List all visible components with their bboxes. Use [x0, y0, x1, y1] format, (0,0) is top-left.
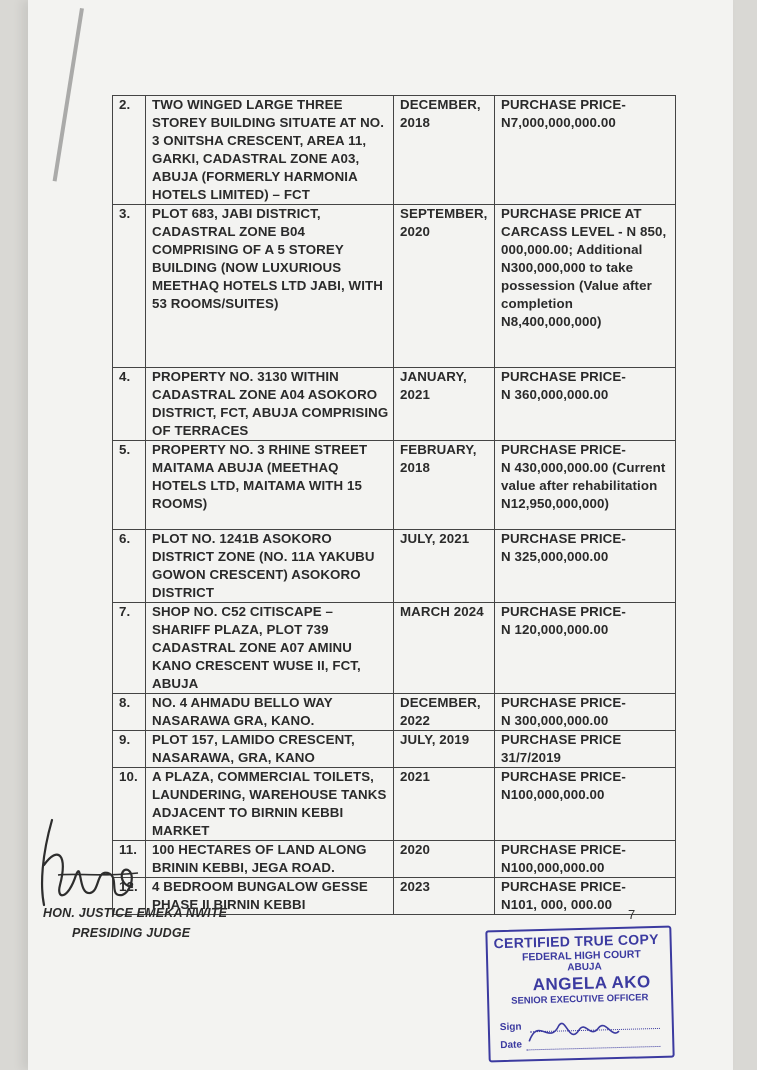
purchase-price: PURCHASE PRICE AT CARCASS LEVEL - N 850, 000,000.00; Additional N300,000,000 to take possession (Value after completion N8,400,000,000)	[495, 205, 676, 368]
stamp-sign-label: Sign	[499, 1021, 522, 1034]
table-row	[113, 96, 676, 205]
table-row	[113, 603, 676, 694]
property-description: PLOT 157, LAMIDO CRESCENT, NASARAWA, GRA, KANO	[146, 731, 394, 768]
table-row	[113, 731, 676, 768]
stamp-officer-title: SENIOR EXECUTIVE OFFICER	[511, 992, 649, 1007]
purchase-price: PURCHASE PRICE- N 430,000,000.00 (Current value after rehabilitation N12,950,000,000)	[495, 441, 676, 530]
judge-signature	[38, 815, 148, 910]
property-description: PROPERTY NO. 3 RHINE STREET MAITAMA ABUJA (MEETHAQ HOTELS LTD, MAITAMA WITH 15 ROOMS)	[146, 441, 394, 530]
property-description: NO. 4 AHMADU BELLO WAY NASARAWA GRA, KANO.	[146, 694, 394, 731]
table-row	[113, 205, 676, 368]
purchase-price: PURCHASE PRICE 31/7/2019	[495, 731, 676, 768]
row-number: 9.	[113, 731, 146, 768]
table-row	[113, 768, 676, 841]
stamp-officer-name: ANGELA AKO	[532, 972, 651, 995]
purchase-price: PURCHASE PRICE- N 360,000,000.00	[495, 368, 676, 441]
purchase-price: PURCHASE PRICE- N 120,000,000.00	[495, 603, 676, 694]
paper-edge-shadow	[53, 8, 84, 181]
property-description: PLOT NO. 1241B ASOKORO DISTRICT ZONE (NO. 11A YAKUBU GOWON CRESCENT) ASOKORO DISTRICT	[146, 530, 394, 603]
row-number: 2.	[113, 96, 146, 205]
acquisition-date: JULY, 2021	[394, 530, 495, 603]
purchase-price: PURCHASE PRICE- N100,000,000.00	[495, 841, 676, 878]
table-row	[113, 530, 676, 603]
row-number: 5.	[113, 441, 146, 530]
property-description: 4 BEDROOM BUNGALOW GESSE PHASE II BIRNIN KEBBI	[146, 878, 394, 915]
purchase-price: PURCHASE PRICE- N 300,000,000.00	[495, 694, 676, 731]
acquisition-date: DECEMBER, 2022	[394, 694, 495, 731]
row-number: 4.	[113, 368, 146, 441]
acquisition-date: JULY, 2019	[394, 731, 495, 768]
stamp-line-court: FEDERAL HIGH COURT	[521, 948, 641, 964]
stamp-line-certified: CERTIFIED TRUE COPY	[493, 930, 659, 952]
property-description: A PLAZA, COMMERCIAL TOILETS, LAUNDERING, WAREHOUSE TANKS ADJACENT TO BIRNIN KEBBI MARKET	[146, 768, 394, 841]
stamp-line-city: ABUJA	[567, 961, 602, 974]
judge-name: HON. JUSTICE EMEKA NWITE	[43, 906, 228, 920]
row-number: 3.	[113, 205, 146, 368]
row-number: 6.	[113, 530, 146, 603]
purchase-price: PURCHASE PRICE- N7,000,000,000.00	[495, 96, 676, 205]
purchase-price: PURCHASE PRICE- N100,000,000.00	[495, 768, 676, 841]
stamp-date-label: Date	[500, 1039, 523, 1052]
acquisition-date: DECEMBER, 2018	[394, 96, 495, 205]
table-row	[113, 441, 676, 530]
acquisition-date: FEBRUARY, 2018	[394, 441, 495, 530]
judge-title: PRESIDING JUDGE	[72, 926, 191, 940]
purchase-price: PURCHASE PRICE- N 325,000,000.00	[495, 530, 676, 603]
acquisition-date: SEPTEMBER, 2020	[394, 205, 495, 368]
table-row	[113, 368, 676, 441]
acquisition-date: 2021	[394, 768, 495, 841]
page-number: 7	[628, 907, 636, 922]
row-number: 11.	[113, 841, 146, 878]
property-description: TWO WINGED LARGE THREE STOREY BUILDING SITUATE AT NO. 3 ONITSHA CRESCENT, AREA 11, GARKI, CADASTRAL ZONE A03, ABUJA (FORMERLY HARMONIA HOTELS LIMITED) – FCT	[146, 96, 394, 205]
acquisition-date: MARCH 2024	[394, 603, 495, 694]
property-description: PLOT 683, JABI DISTRICT, CADASTRAL ZONE B04 COMPRISING OF A 5 STOREY BUILDING (NOW LUXURIOUS MEETHAQ HOTELS LTD JABI, WITH 53 ROOMS/SUITES)	[146, 205, 394, 368]
row-number: 12.	[113, 878, 146, 915]
property-description: SHOP NO. C52 CITISCAPE – SHARIFF PLAZA, PLOT 739 CADASTRAL ZONE A07 AMINU KANO CRESCENT WUSE II, FCT, ABUJA	[146, 603, 394, 694]
table-row	[113, 694, 676, 731]
assets-table	[112, 95, 676, 915]
assets-table-body	[113, 96, 676, 915]
row-number: 10.	[113, 768, 146, 841]
property-description: PROPERTY NO. 3130 WITHIN CADASTRAL ZONE A04 ASOKORO DISTRICT, FCT, ABUJA COMPRISING OF TERRACES	[146, 368, 394, 441]
row-number: 7.	[113, 603, 146, 694]
acquisition-date: JANUARY, 2021	[394, 368, 495, 441]
property-description: 100 HECTARES OF LAND ALONG BRININ KEBBI, JEGA ROAD.	[146, 841, 394, 878]
acquisition-date: 2020	[394, 841, 495, 878]
certified-true-copy-stamp	[485, 926, 674, 1063]
row-number: 8.	[113, 694, 146, 731]
stamp-signature	[523, 1009, 624, 1052]
acquisition-date: 2023	[394, 878, 495, 915]
purchase-price: PURCHASE PRICE- N101, 000, 000.00	[495, 878, 676, 915]
table-row	[113, 841, 676, 878]
